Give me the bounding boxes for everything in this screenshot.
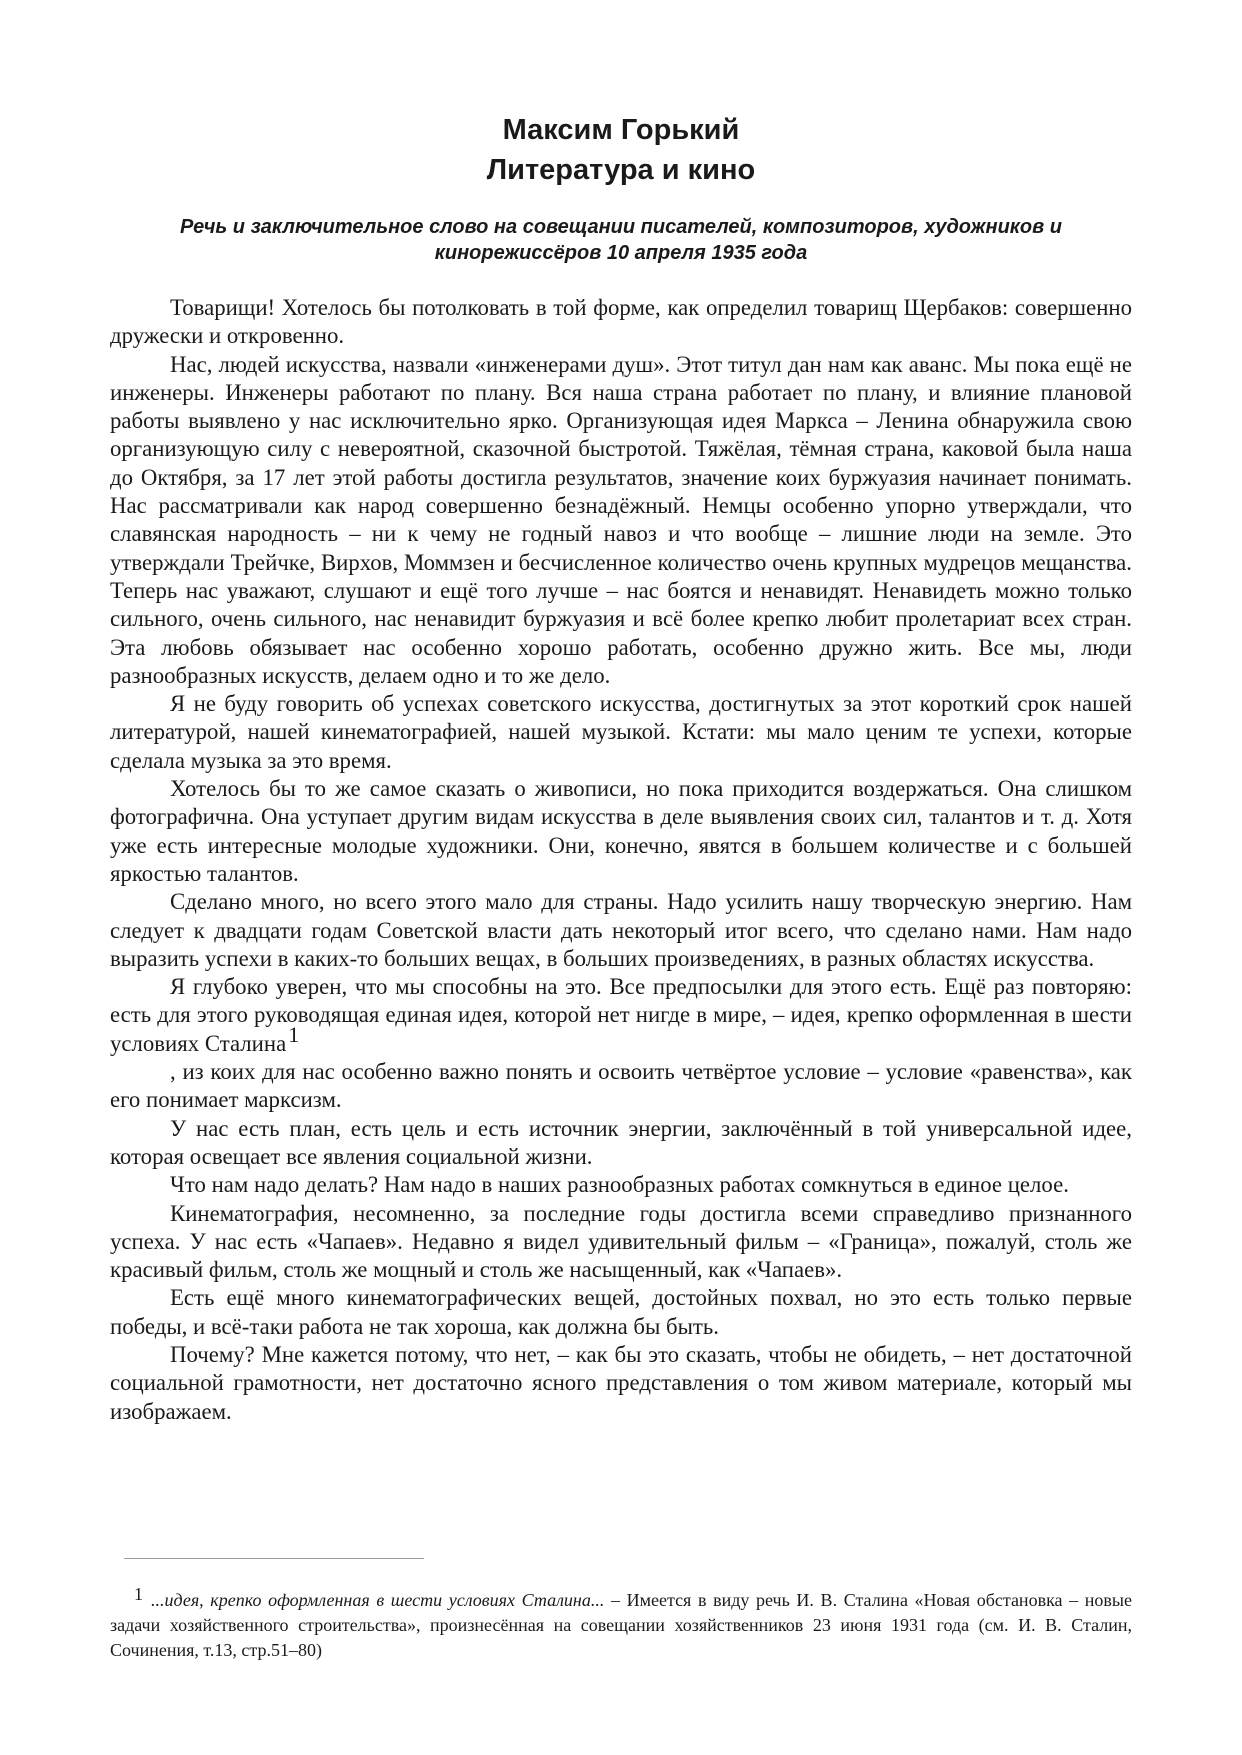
- paragraph: Хотелось бы то же самое сказать о живописи, но пока приходится воздержаться. Она слишком фотографична. Она уступает другим видам искусства в деле выявления своих сил, талантов и т. д. Хотя уже есть интересные молодые художники. Они, конечно, явятся в большем количестве и с большей яркостью талантов.: [110, 776, 1132, 886]
- paragraph-continuation: , из коих для нас особенно важно понять и освоить четвёртое условие – условие «равенства», как его понимает марксизм.: [110, 1059, 1132, 1113]
- paragraph: Товарищи! Хотелось бы потолковать в той форме, как определил товарищ Щербаков: совершенно дружески и откровенно.: [110, 295, 1132, 349]
- footnote-reference[interactable]: 1: [288, 1021, 300, 1047]
- paragraph: Я не буду говорить об успехах советского искусства, достигнутых за этот короткий срок нашей литературой, нашей кинематографией, нашей музыкой. Кстати: мы мало ценим те успехи, которые сделала музыка за это время.: [110, 691, 1132, 773]
- paragraph: Почему? Мне кажется потому, что нет, – как бы это сказать, чтобы не обидеть, – нет достаточной социальной грамотности, нет достаточно ясного представления о том живом материале, который мы изображаем.: [110, 1341, 1132, 1424]
- document-subtitle: Речь и заключительное слово на совещании писателей, композиторов, художников и кинорежиссёров 10 апреля 1935 года: [180, 216, 1062, 264]
- paragraph-with-footnote: [110, 973, 1132, 1058]
- paragraph: Что нам надо делать? Нам надо в наших разнообразных работах сомкнуться в единое целое.: [170, 1172, 1069, 1198]
- paragraph: Есть ещё много кинематографических вещей, достойных похвал, но это есть только первые победы, и всё-таки работа не так хороша, как должна бы быть.: [110, 1285, 1132, 1339]
- footnote: 1 ...идея, крепко оформленная в шести условиях Сталина... – Имеется в виду речь И. В. Сталина «Новая обстановка – новые задачи хозяйственного строительства», произнесённая на совещании хозяйственников 23 июня 1931 года (см. И. В. Сталин, Сочинения, т.13, стр.51–80): [110, 1584, 1132, 1660]
- paragraph: Сделано много, но всего этого мало для страны. Надо усилить нашу творческую энергию. Нам следует к двадцати годам Советской власти дать некоторый итог всего, что сделано нами. Нам надо выразить успехи в каких-то больших вещах, в больших произведениях, в разных областях искусства.: [110, 889, 1132, 971]
- paragraph: У нас есть план, есть цель и есть источник энергии, заключённый в той универсальной идее, которая освещает все явления социальной жизни.: [110, 1115, 1132, 1169]
- footnote-quote: ...идея, крепко оформленная в шести условиях Сталина...: [151, 1590, 605, 1610]
- paragraph-text-before-ref: Я глубоко уверен, что мы способны на это. Все предпосылки для этого есть. Ещё раз повторяю: есть для этого руководящая единая идея, которой нет нигде в мире, – идея, крепко оформленная в шести условиях Сталина: [110, 974, 1132, 1056]
- document-title: Литература и кино: [486, 154, 756, 186]
- body-text: [110, 294, 1132, 1426]
- footnote-divider: [124, 1558, 424, 1559]
- author-name: Максим Горький: [502, 114, 740, 146]
- footnote-text: – Имеется в виду речь И. В. Сталина «Новая обстановка – новые задачи хозяйственного строительства», произнесённая на совещании хозяйственников 23 июня 1931 года (см. И. В. Сталин, Сочинения, т.13, стр.51–80): [110, 1590, 1132, 1660]
- paragraph: Кинематография, несомненно, за последние годы достигла всеми справедливо признанного успеха. У нас есть «Чапаев». Недавно я видел удивительный фильм – «Граница», пожалуй, столь же красивый фильм, столь же мощный и столь же насыщенный, как «Чапаев».: [110, 1200, 1132, 1283]
- paragraph: Нас, людей искусства, назвали «инженерами душ». Этот титул дан нам как аванс. Мы пока ещё не инженеры. Инженеры работают по плану. Вся наша страна работает по плану, и влияние плановой работы выявлено у нас исключительно ярко. Организующая идея Маркса – Ленина обнаружила свою организующую силу с невероятной, сказочной быстротой. Тяжёлая, тёмная страна, каковой была наша до Октября, за 17 лет этой работы достигла результатов, значение коих буржуазия начинает понимать. Нас рассматривали как народ совершенно безнадёжный. Немцы особенно упорно утверждали, что славянская народность – ни к чему не годный навоз и что вообще – лишние люди на земле. Это утверждали Трейчке, Вирхов, Моммзен и бесчисленное количество очень крупных мудрецов мещанства. Теперь нас уважают, слушают и ещё того лучше – нас боятся и ненавидят. Ненавидеть можно только сильного, очень сильного, нас ненавидит буржуазия и всё более крепко любит пролетариат всех стран. Эта любовь обязывает нас особенно хорошо работать, особенно дружно жить. Все мы, люди разнообразных искусств, делаем одно и то же дело.: [110, 351, 1132, 688]
- title-block: [0, 110, 1242, 190]
